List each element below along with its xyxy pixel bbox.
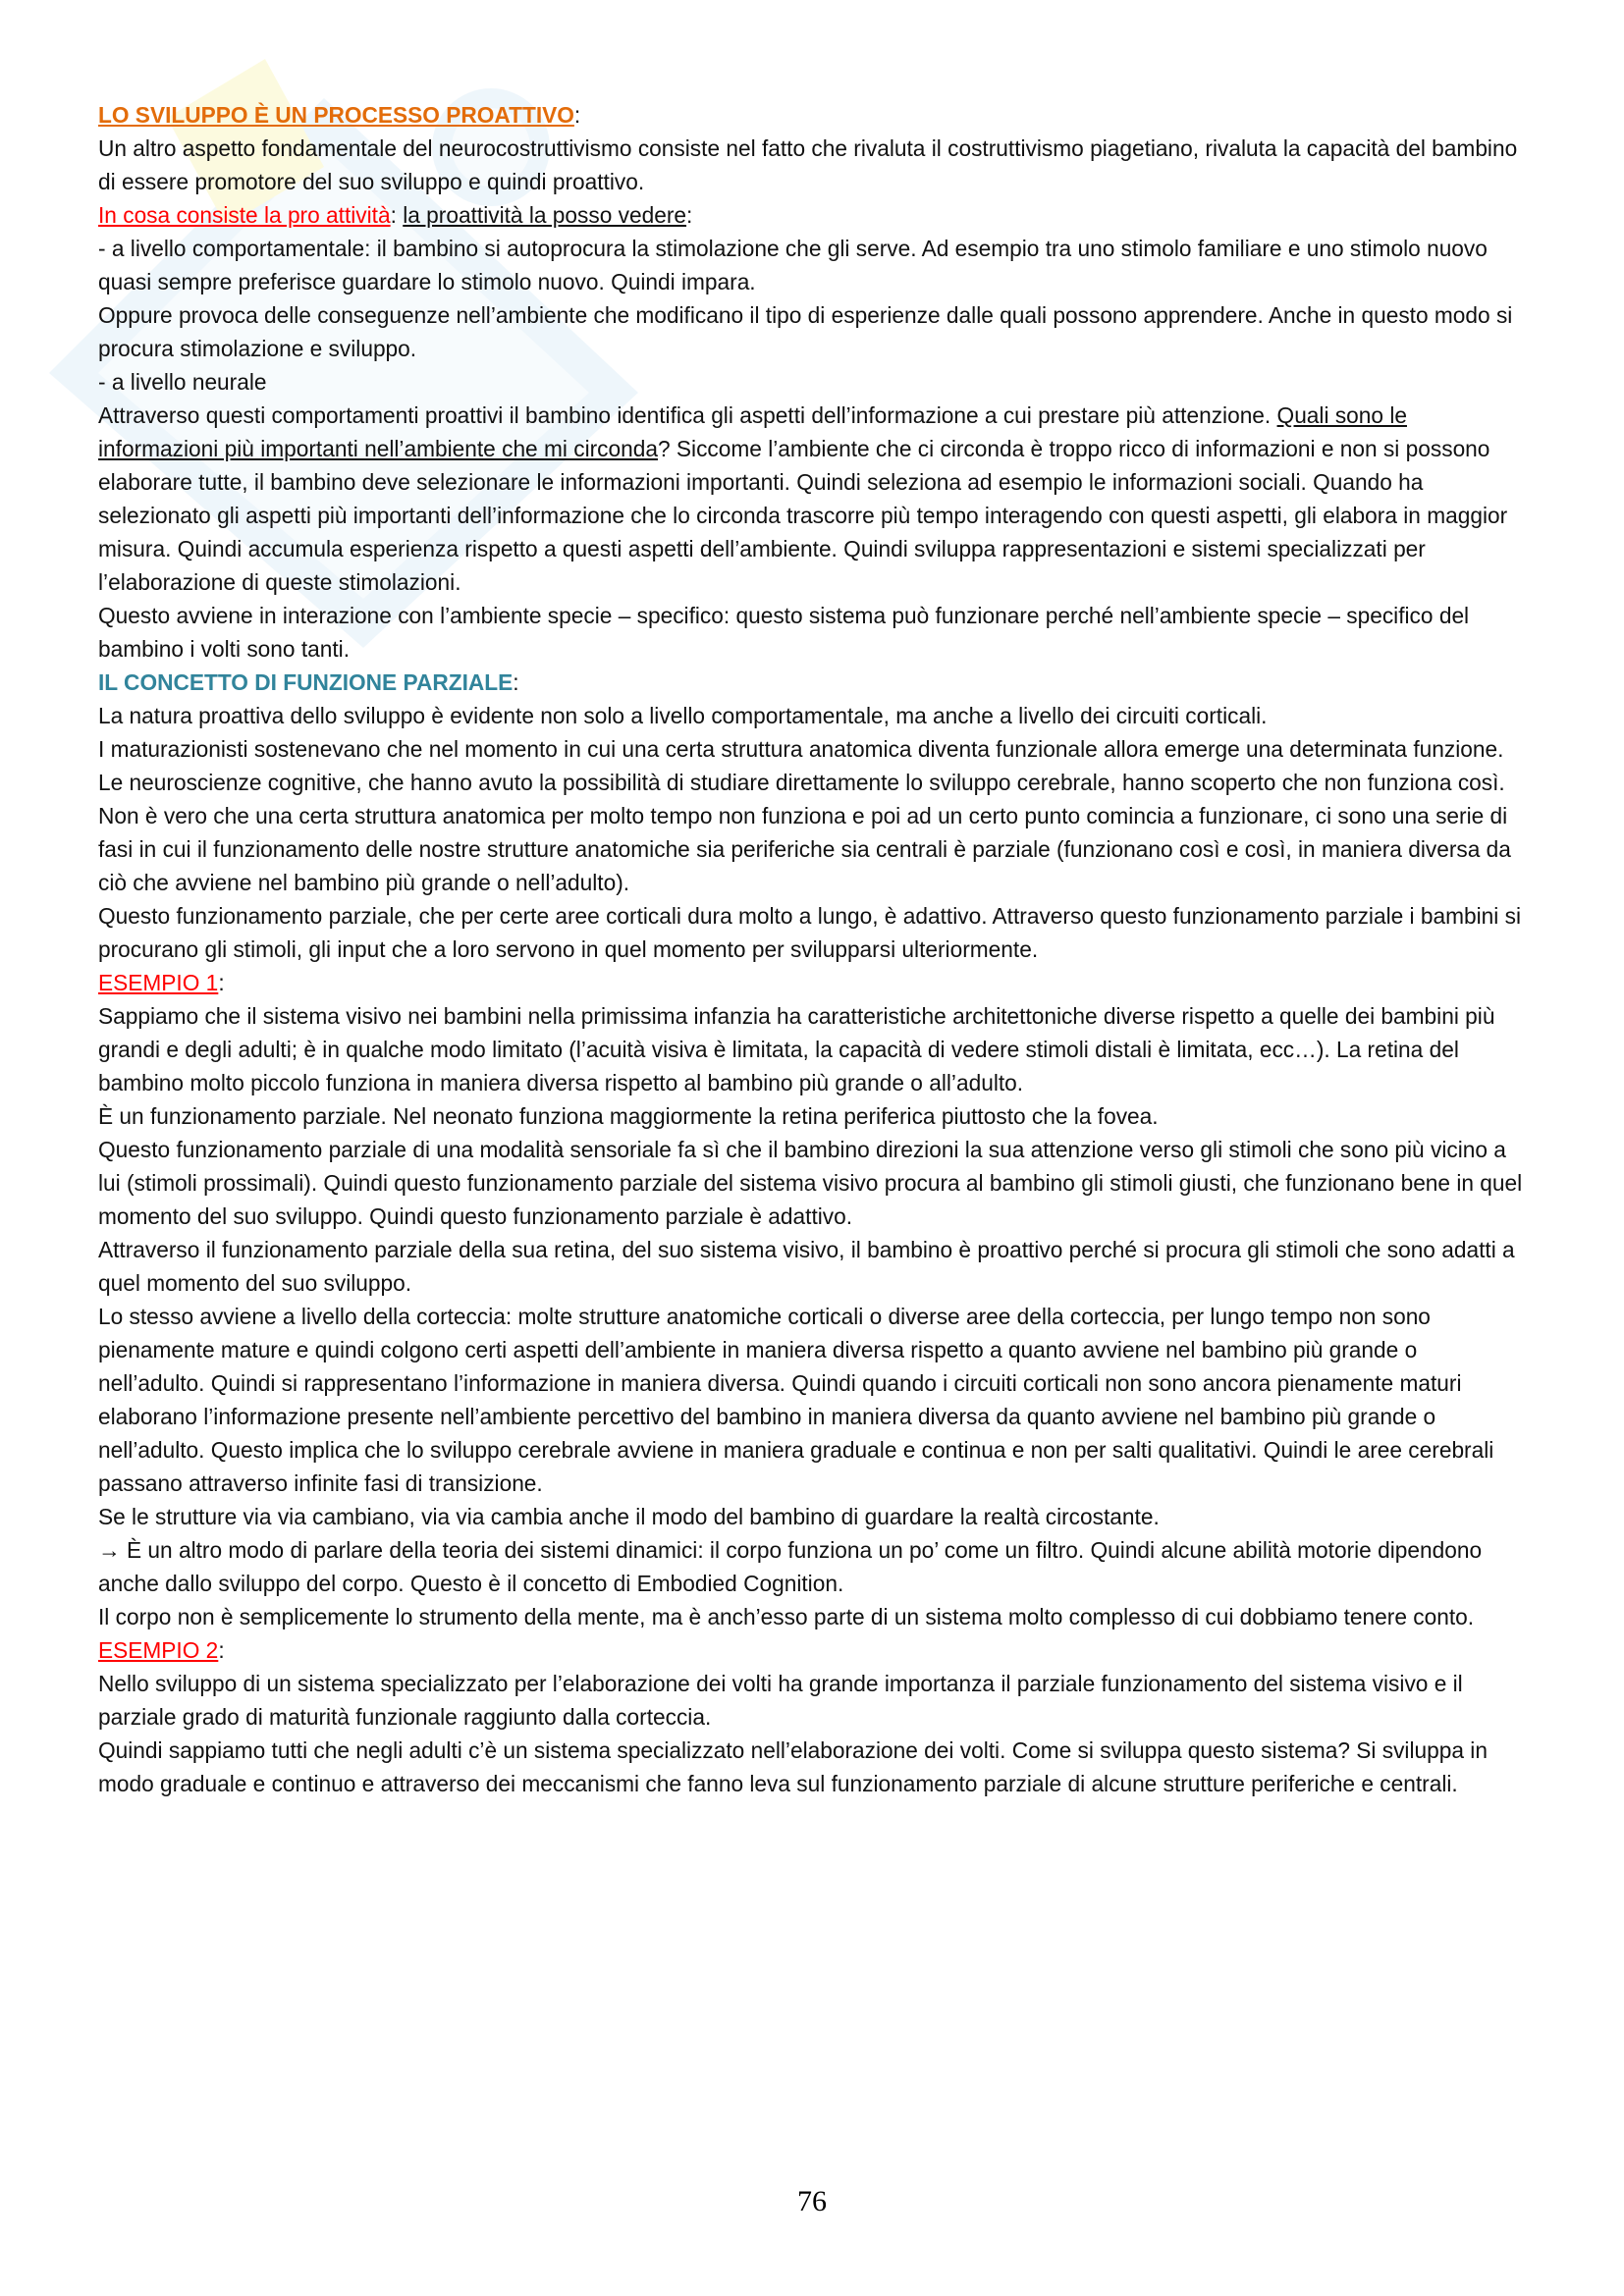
paragraph-intro: Un altro aspetto fondamentale del neurocostruttivismo consiste nel fatto che rivaluta il costruttivismo piagetiano, rivaluta la capacità del bambino di essere promotore del suo sviluppo e quindi proattivo.: [98, 135, 1518, 194]
paragraph-interaction: Questo avviene in interazione con l’ambiente specie – specifico: questo sistema può funzionare perché nell’ambiente specie – specifico del bambino i volti sono tanti.: [98, 603, 1470, 662]
example-2-paragraph-1: Nello sviluppo di un sistema specializzato per l’elaborazione dei volti ha grande importanza il parziale funzionamento del sistema visivo e il parziale grado di maturità funzionale raggiunto dalla corteccia.: [98, 1671, 1463, 1730]
heading-title: IL CONCETTO DI FUNZIONE PARZIALE: [98, 669, 514, 695]
through-question: Quali sono le informazioni più importanti nell’ambiente che mi circonda: [98, 402, 1407, 461]
paragraph-consequences: Oppure provoca delle conseguenze nell’ambiente che modificano il tipo di esperienze dalle quali possono apprendere. Anche in questo modo si procura stimolazione e sviluppo.: [98, 302, 1513, 361]
section-heading-partial-function: [98, 666, 1527, 699]
paragraph-question: [98, 198, 1527, 232]
paragraph-behavioral: - a livello comportamentale: il bambino si autoprocura la stimolazione che gli serve. Ad esempio tra uno stimolo familiare e uno stimolo nuovo quasi sempre preferisce guardare lo stimolo nuovo. Quindi impara.: [98, 236, 1488, 294]
example-1-paragraph-1: Sappiamo che il sistema visivo nei bambini nella primissima infanzia ha caratteristiche architettoniche diverse rispetto a quelle dei bambini più grandi e degli adulti; è in qualche modo limitato (l’acuità visiva è limitata, la capacità di vedere stimoli distali è limitata, ecc…). La retina del bambino molto piccolo funziona in maniera diversa rispetto al bambino più grande o all’adulto.: [98, 1003, 1495, 1095]
example-1-paragraph-2: È un funzionamento parziale. Nel neonato funziona maggiormente la retina periferica piuttosto che la fovea.: [98, 1103, 1159, 1129]
example-colon: :: [218, 1637, 225, 1663]
paragraph-partial-2: I maturazionisti sostenevano che nel momento in cui una certa struttura anatomica diventa funzionale allora emerge una determinata funzione.: [98, 736, 1504, 762]
heading-colon: :: [513, 669, 519, 695]
paragraph-partial-4: Questo funzionamento parziale, che per certe aree corticali dura molto a lungo, è adattivo. Attraverso questo funzionamento parziale i bambini si procurano gli stimoli, gli input che a loro servono in quel momento per svilupparsi ulteriormente.: [98, 903, 1522, 962]
example-2-paragraph-2: Quindi sappiamo tutti che negli adulti c’è un sistema specializzato nell’elaborazione dei volti. Come si sviluppa questo sistema? Si sviluppa in modo graduale e continuo e attraverso dei meccanismi che fanno leva sul funzionamento parziale di alcune strutture periferiche e centrali.: [98, 1737, 1488, 1796]
through-rest: ? Siccome l’ambiente che ci circonda è troppo ricco di informazioni e non si possono elaborare tutte, il bambino deve selezionare le informazioni importanti. Quindi seleziona ad esempio le informazioni sociali. Quando ha selezionato gli aspetti più importanti dell’informazione che lo circonda trascorre più tempo interagendo con questi aspetti, gli elabora in maggior misura. Quindi accumula esperienza rispetto a questi aspetti dell’ambiente. Quindi sviluppa rappresentazioni e sistemi specializzati per l’elaborazione di queste stimolazioni.: [98, 436, 1508, 595]
example-1-paragraph-3: Questo funzionamento parziale di una modalità sensoriale fa sì che il bambino direzioni la sua attenzione verso gli stimoli che sono più vicino a lui (stimoli prossimali). Quindi questo funzionamento parziale del sistema visivo procura al bambino gli stimoli giusti, che funzionano bene in quel momento del suo sviluppo. Quindi questo funzionamento parziale è adattivo.: [98, 1137, 1523, 1229]
example-1-paragraph-4: Attraverso il funzionamento parziale della sua retina, del suo sistema visivo, il bambino è proattivo perché si procura gli stimoli che sono adatti a quel momento del suo sviluppo.: [98, 1237, 1515, 1296]
example-1-paragraph-7-text: È un altro modo di parlare della teoria dei sistemi dinamici: il corpo funziona un po’ come un filtro. Quindi alcune abilità motorie dipendono anche dallo sviluppo del corpo. Questo è il concetto di Embodied Cognition.: [98, 1537, 1483, 1596]
section-heading-proactive: [98, 98, 1527, 132]
through-start: Attraverso questi comportamenti proattivi il bambino identifica gli aspetti dell’informazione a cui prestare più attenzione.: [98, 402, 1277, 428]
example-1-paragraph-6: Se le strutture via via cambiano, via via cambia anche il modo del bambino di guardare la realtà circostante.: [98, 1504, 1160, 1529]
arrow-right-icon: →: [98, 1537, 121, 1563]
document-body: [98, 98, 1527, 1800]
question-underlined: la proattività la posso vedere: [403, 202, 687, 228]
paragraph-through: [98, 399, 1527, 599]
heading-title: LO SVILUPPO È UN PROCESSO PROATTIVO: [98, 102, 574, 128]
question-end: :: [686, 202, 693, 228]
example-2-heading: [98, 1633, 1527, 1667]
question-separator: :: [390, 202, 404, 228]
example-colon: :: [218, 970, 225, 995]
heading-colon: :: [573, 102, 581, 128]
paragraph-partial-3: Le neuroscienze cognitive, che hanno avuto la possibilità di studiare direttamente lo sviluppo cerebrale, hanno scoperto che non funziona così. Non è vero che una certa struttura anatomica per molto tempo non funziona e poi ad un certo punto comincia a funzionare, ci sono una serie di fasi in cui il funzionamento delle nostre strutture anatomiche sia periferiche sia centrali è parziale (funzionano così e così, in maniera diversa da ciò che avviene nel bambino più grande o nell’adulto).: [98, 770, 1511, 895]
paragraph-neural: - a livello neurale: [98, 369, 267, 395]
example-label: ESEMPIO 2: [98, 1637, 219, 1663]
page-number: 76: [797, 2185, 827, 2217]
question-highlight: In cosa consiste la pro attività: [98, 202, 391, 228]
paragraph-partial-1: La natura proattiva dello sviluppo è evidente non solo a livello comportamentale, ma anche a livello dei circuiti corticali.: [98, 703, 1268, 728]
example-1-paragraph-7: [98, 1533, 1527, 1600]
example-label: ESEMPIO 1: [98, 970, 219, 995]
example-1-heading: [98, 966, 1527, 999]
example-1-paragraph-8: Il corpo non è semplicemente lo strumento della mente, ma è anch’esso parte di un sistema molto complesso di cui dobbiamo tenere conto.: [98, 1604, 1475, 1629]
example-1-paragraph-5: Lo stesso avviene a livello della corteccia: molte strutture anatomiche corticali o diverse aree della corteccia, per lungo tempo non sono pienamente mature e quindi colgono certi aspetti dell’ambiente in maniera diversa rispetto a quanto avviene nel bambino più grande o nell’adulto. Quindi si rappresentano l’informazione in maniera diversa. Quindi quando i circuiti corticali non sono ancora pienamente maturi elaborano l’informazione presente nell’ambiente percettivo del bambino in maniera diversa da quanto avviene nel bambino più grande o nell’adulto. Questo implica che lo sviluppo cerebrale avviene in maniera graduale e continua e non per salti qualitativi. Quindi le aree cerebrali passano attraverso infinite fasi di transizione.: [98, 1304, 1494, 1496]
